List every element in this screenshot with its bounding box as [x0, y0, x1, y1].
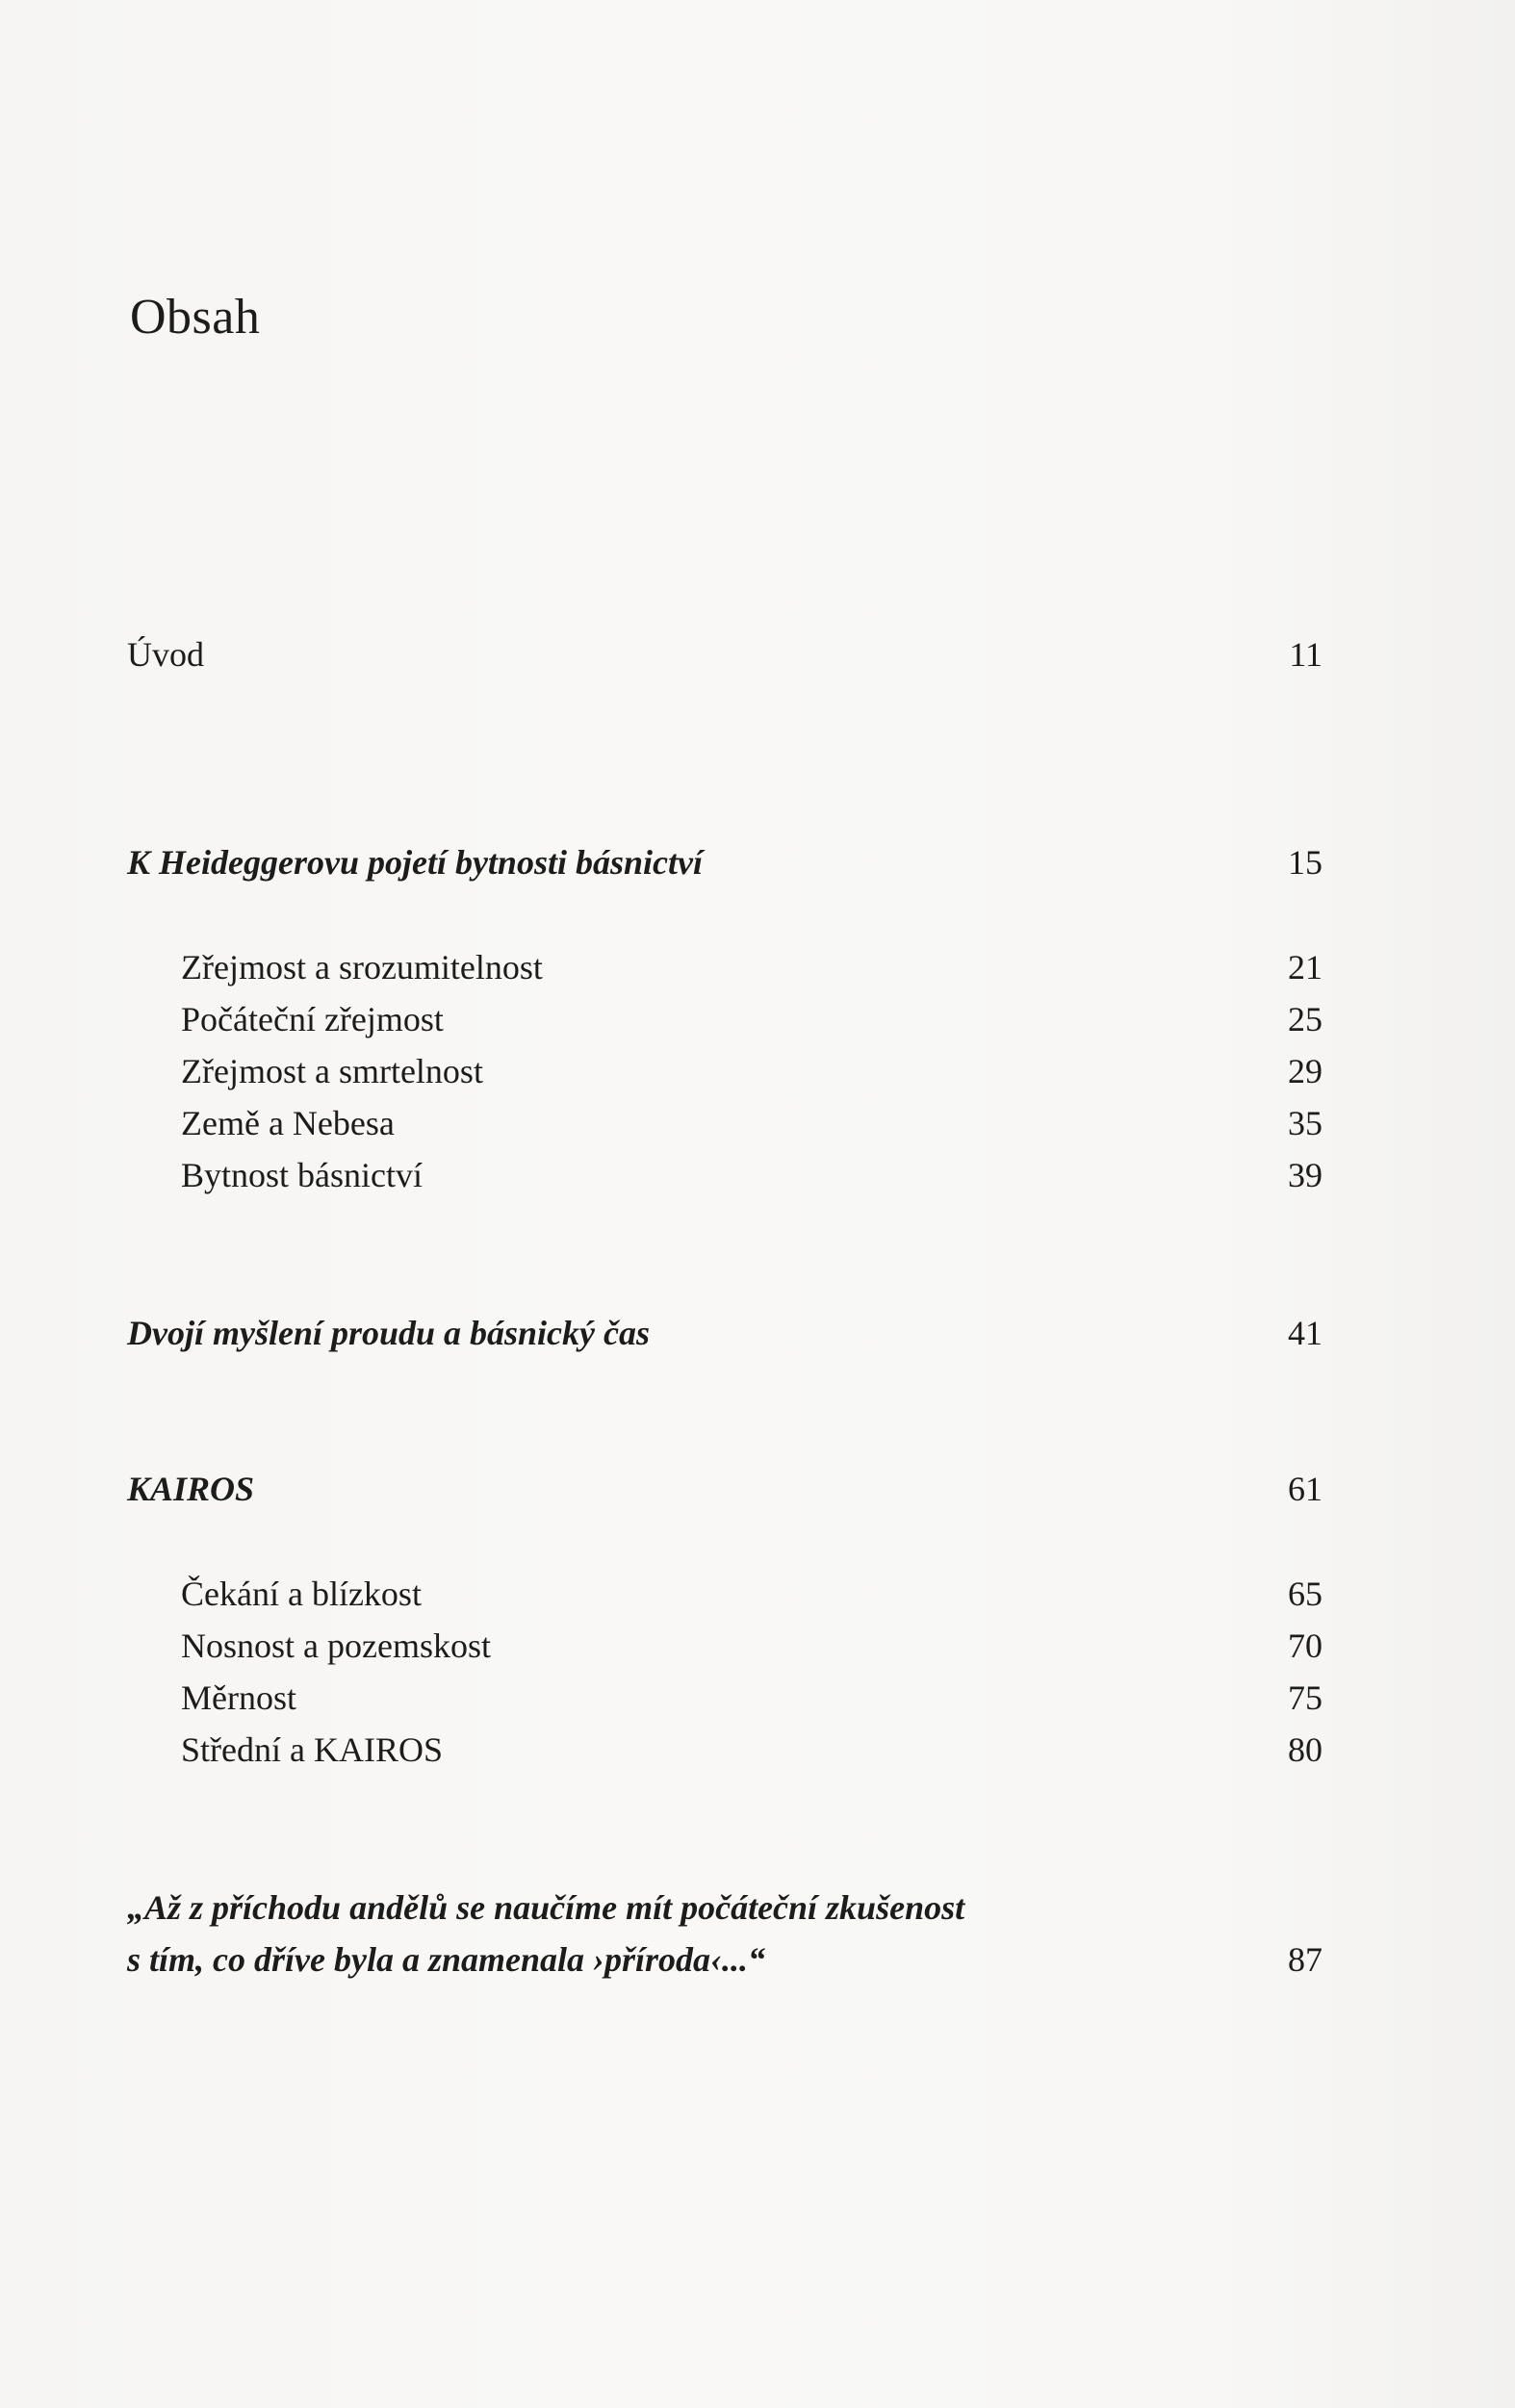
toc-subentry [0, 1097, 1515, 1149]
toc-subentry-label: Nosnost a pozemskost [181, 1627, 491, 1665]
toc-subentry [0, 1672, 1515, 1724]
toc-chapter [0, 836, 1515, 888]
toc-subentry-label: Počáteční zřejmost [181, 1000, 444, 1038]
toc-entry-label: Úvod [127, 635, 204, 674]
toc-subentry [0, 1045, 1515, 1097]
toc-subentry-page: 75 [1288, 1678, 1322, 1717]
toc-subentry-label: Země a Nebesa [181, 1104, 395, 1142]
page-title: Obsah [130, 290, 261, 345]
toc-subentry-label: Bytnost básnictví [181, 1156, 423, 1194]
toc-subentry-page: 29 [1288, 1052, 1322, 1090]
toc-subentry-page: 35 [1288, 1104, 1322, 1142]
toc-subentry-page: 80 [1288, 1730, 1322, 1769]
toc-subentry-page: 25 [1288, 1000, 1322, 1038]
toc-subentry [0, 1149, 1515, 1201]
toc-subentry-page: 70 [1288, 1627, 1322, 1665]
toc-chapter-label [127, 1882, 1186, 1985]
toc-chapter-label-line: „Až z příchodu andělů se naučíme mít počáteční zkušenost [127, 1888, 965, 1927]
toc-chapter-label: K Heideggerovu pojetí bytnosti básnictví [127, 843, 703, 882]
toc-entry [0, 628, 1515, 680]
toc-subentry-label: Měrnost [181, 1678, 296, 1717]
toc-chapter-page: 87 [1288, 1940, 1322, 1979]
toc-chapter-label: KAIROS [127, 1470, 255, 1508]
toc-subentry [0, 1620, 1515, 1672]
toc-subentry [0, 1724, 1515, 1776]
toc-subentry [0, 941, 1515, 993]
toc-subentry [0, 1568, 1515, 1620]
toc-chapter-page: 41 [1288, 1314, 1322, 1352]
toc-subentry-label: Čekání a blízkost [181, 1575, 422, 1613]
toc-chapter-page: 15 [1288, 843, 1322, 882]
toc-chapter-page: 61 [1288, 1470, 1322, 1508]
toc-chapter [0, 1307, 1515, 1359]
toc-subentry-page: 65 [1288, 1575, 1322, 1613]
toc-subentry-label: Střední a KAIROS [181, 1730, 443, 1769]
toc-subentry-page: 39 [1288, 1156, 1322, 1194]
toc-subentry-label: Zřejmost a smrtelnost [181, 1052, 483, 1090]
toc-subentry-label: Zřejmost a srozumitelnost [181, 948, 543, 986]
toc-chapter-label-line: s tím, co dříve byla a znamenala ›příroda‹...“ [127, 1940, 765, 1979]
toc-entry-page: 11 [1289, 635, 1322, 674]
toc-chapter [0, 1882, 1515, 1985]
toc-chapter [0, 1463, 1515, 1515]
toc-chapter-label: Dvojí myšlení proudu a básnický čas [127, 1314, 651, 1352]
toc-subentry-page: 21 [1288, 948, 1322, 986]
toc-subentry [0, 993, 1515, 1045]
